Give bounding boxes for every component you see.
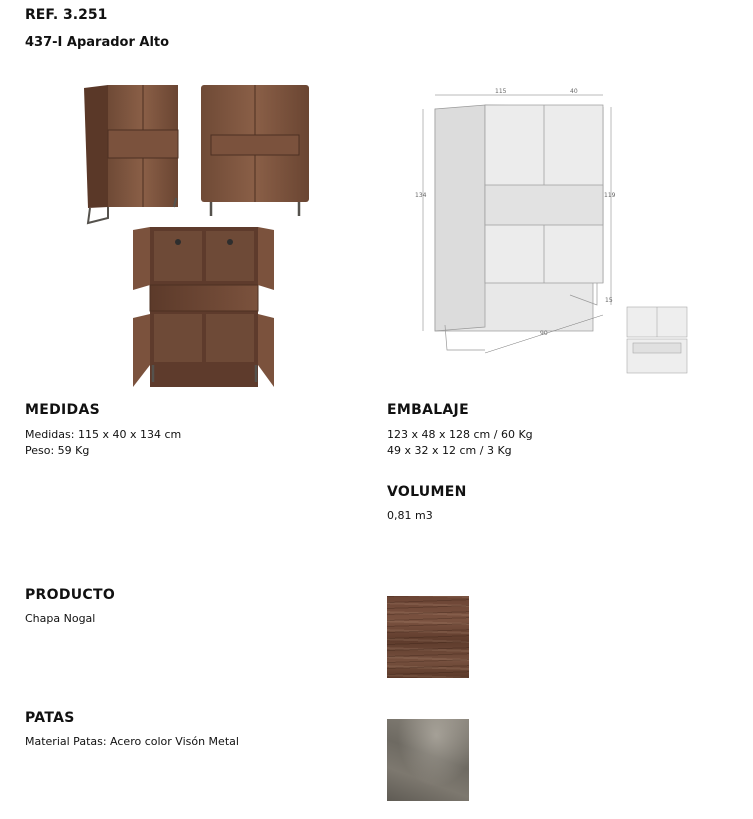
product-title: 437-I Aparador Alto [25,35,170,50]
dim-height-body: 119 [604,192,616,199]
product-photos [78,80,318,395]
volumen-heading: VOLUMEN [387,484,467,500]
producto-material: Chapa Nogal [25,612,96,625]
dim-width: 115 [495,88,507,95]
reference-code: REF. 3.251 [25,7,108,23]
walnut-veneer-swatch [387,596,469,678]
cabinet-outline [435,105,603,350]
drawer-detail-drawing [627,307,687,373]
medidas-heading: MEDIDAS [25,402,100,418]
photo-front-view [201,85,309,216]
dim-base: 90 [540,330,548,337]
mink-metal-swatch [387,719,469,801]
patas-heading: PATAS [25,710,75,726]
photo-perspective-view [84,85,178,223]
medidas-weight: Peso: 59 Kg [25,444,90,457]
photo-open-view [133,227,274,387]
producto-heading: PRODUCTO [25,587,116,603]
medidas-dimensions: Medidas: 115 x 40 x 134 cm [25,428,182,441]
dim-depth: 40 [570,88,578,95]
embalaje-package-1: 123 x 48 x 128 cm / 60 Kg [387,428,533,441]
dim-foot: 15 [605,297,613,304]
volumen-value: 0,81 m3 [387,509,433,522]
patas-material: Material Patas: Acero color Visón Metal [25,735,239,748]
embalaje-package-2: 49 x 32 x 12 cm / 3 Kg [387,444,512,457]
dim-height: 134 [415,192,427,199]
technical-drawing [415,85,715,385]
embalaje-heading: EMBALAJE [387,402,469,418]
